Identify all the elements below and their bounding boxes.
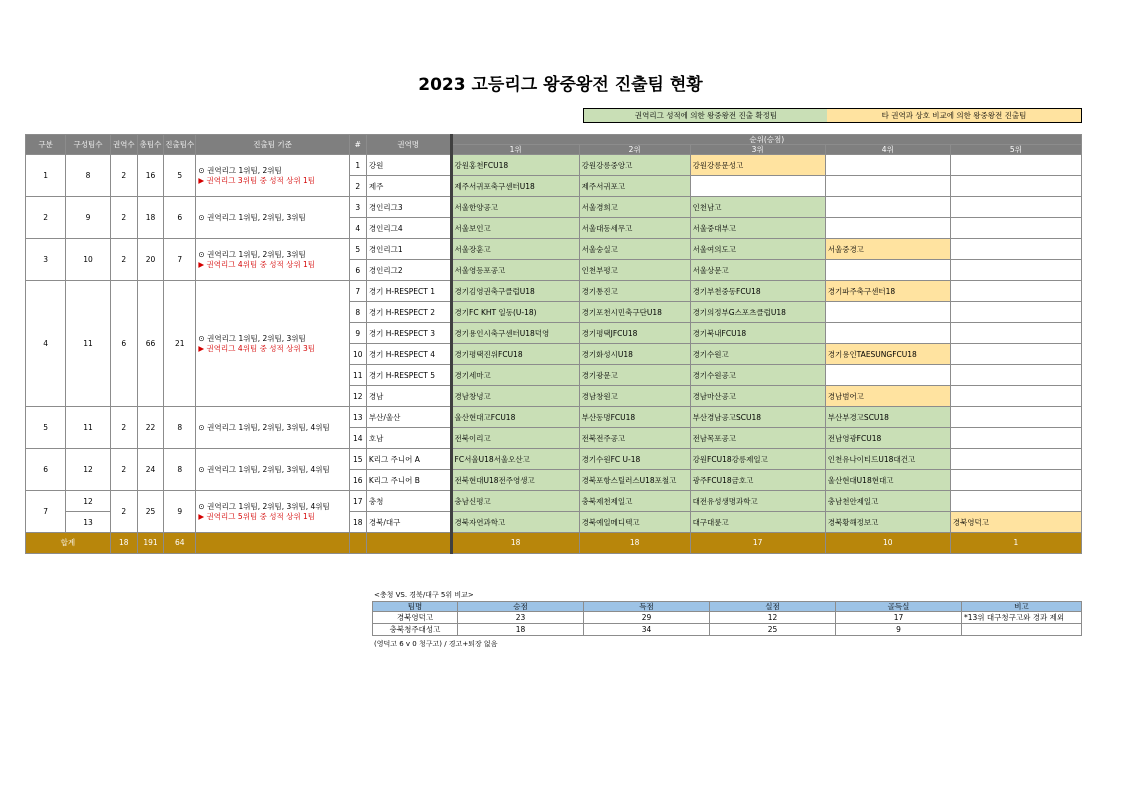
rank-4-team: 경기파주축구센터18: [825, 281, 950, 302]
group-teams: 11: [66, 407, 110, 449]
rank-4-team: 인천유나이티드U18대건고: [825, 449, 950, 470]
comp-goal-diff: 9: [836, 624, 962, 636]
group-total: 20: [137, 239, 163, 281]
table-row: [26, 449, 1082, 470]
header-rank-4: 4위: [825, 145, 950, 155]
row-num: 15: [349, 449, 366, 470]
rank-5-team: [950, 155, 1081, 176]
rank-3-team: 강원FCU18강릉제일고: [690, 449, 825, 470]
row-num: 4: [349, 218, 366, 239]
rank-5-team: [950, 260, 1081, 281]
comparison-title: <충청 VS. 경북/대구 5위 비교>: [374, 591, 474, 599]
header-rank-2: 2위: [579, 145, 690, 155]
rank-5-team: [950, 428, 1081, 449]
comp-header-note: 비고: [962, 602, 1082, 612]
rank-5-team: [950, 470, 1081, 491]
group-qualified: 8: [164, 449, 196, 491]
row-region: 제주: [366, 176, 451, 197]
criteria-main: ⊙ 권역리그 1위팀, 2위팀, 3위팀: [198, 249, 306, 259]
rank-5-team: [950, 302, 1081, 323]
criteria-main: ⊙ 권역리그 1위팀, 2위팀, 3위팀, 4위팀: [198, 422, 330, 432]
rank-2-team: 서울대동세무고: [579, 218, 690, 239]
rank-4-team: [825, 260, 950, 281]
group-criteria: [196, 449, 349, 491]
rank-1-team: 경기FC KHT 일동(U-18): [451, 302, 579, 323]
comp-note: *13위 대구청구고와 경과 제외: [962, 612, 1082, 624]
rank-1-team: 경북자연과학고: [451, 512, 579, 533]
group-teams: 11: [66, 281, 110, 407]
row-num: 18: [349, 512, 366, 533]
group-id: 2: [26, 197, 66, 239]
group-criteria: [196, 155, 349, 197]
group-qualified: 21: [164, 281, 196, 407]
rank-1-team: 충남신평고: [451, 491, 579, 512]
rank-5-team: [950, 365, 1081, 386]
header-rank-3: 3위: [690, 145, 825, 155]
group-id: 6: [26, 449, 66, 491]
criteria-main: ⊙ 권역리그 1위팀, 2위팀, 3위팀: [198, 333, 306, 343]
group-regions: 2: [110, 449, 137, 491]
rank-1-team: 울산현대고FCU18: [451, 407, 579, 428]
row-region: 부산/울산: [366, 407, 451, 428]
rank-4-team: 경남범어고: [825, 386, 950, 407]
header-team-count: 구성팀수: [66, 135, 110, 155]
group-regions: 6: [110, 281, 137, 407]
row-region: 경기 H-RESPECT 3: [366, 323, 451, 344]
row-num: 9: [349, 323, 366, 344]
row-num: 5: [349, 239, 366, 260]
group-total: 24: [137, 449, 163, 491]
rank-2-team: 서울숭실고: [579, 239, 690, 260]
rank-4-team: [825, 323, 950, 344]
row-num: 8: [349, 302, 366, 323]
row-region: 경기 H-RESPECT 1: [366, 281, 451, 302]
group-teams: 10: [66, 239, 110, 281]
comp-header-goals-for: 득점: [584, 602, 710, 612]
table-row: [26, 491, 1082, 512]
group-criteria: [196, 491, 349, 533]
row-num: 6: [349, 260, 366, 281]
row-num: 2: [349, 176, 366, 197]
group-qualified: 8: [164, 407, 196, 449]
comparison-note: (영덕고 6 v 0 청구고) / 경고+퇴장 없음: [374, 640, 498, 648]
table-row: [373, 612, 1082, 624]
rank-3-team: 경기수원고: [690, 344, 825, 365]
rank-4-team: [825, 176, 950, 197]
rank-3-team: 부산경남공고SCU18: [690, 407, 825, 428]
comp-team: 경북영덕고: [373, 612, 458, 624]
group-total: 25: [137, 491, 163, 533]
table-row: [26, 407, 1082, 428]
total-label: 합계: [26, 533, 111, 554]
group-teams: 9: [66, 197, 110, 239]
rank-1-team: 경기김영권축구클럽U18: [451, 281, 579, 302]
row-num: 16: [349, 470, 366, 491]
group-teams: 12: [66, 491, 110, 512]
comp-goals-against: 12: [710, 612, 836, 624]
rank-3-team: 전남목포공고: [690, 428, 825, 449]
group-teams: 12: [66, 449, 110, 491]
comp-goal-diff: 17: [836, 612, 962, 624]
rank-2-team: 전북전주공고: [579, 428, 690, 449]
rank-4-team: 울산현대U18현대고: [825, 470, 950, 491]
rank-3-team: 대전유성생명과학고: [690, 491, 825, 512]
criteria-main: ⊙ 권역리그 1위팀, 2위팀, 3위팀, 4위팀: [198, 501, 330, 511]
rank-2-team: 경기포천시민축구단U18: [579, 302, 690, 323]
total-rank-1: 18: [451, 533, 579, 554]
comp-goals-against: 25: [710, 624, 836, 636]
rank-4-team: 충남천안제일고: [825, 491, 950, 512]
group-criteria: [196, 281, 349, 407]
comp-note: [962, 624, 1082, 636]
comp-points: 18: [458, 624, 584, 636]
header-num: #: [349, 135, 366, 155]
comp-header-points: 승점: [458, 602, 584, 612]
rank-2-team: 경남창원고: [579, 386, 690, 407]
rank-2-team: 경기수원FC U-18: [579, 449, 690, 470]
comp-goals-for: 34: [584, 624, 710, 636]
page-title: 2023 고등리그 왕중왕전 진출팀 현황: [418, 75, 703, 95]
group-id: 5: [26, 407, 66, 449]
row-num: 14: [349, 428, 366, 449]
total-teams: 191: [137, 533, 163, 554]
rank-1-team: 경기세마고: [451, 365, 579, 386]
rank-2-team: 제주서귀포고: [579, 176, 690, 197]
rank-5-team: [950, 407, 1081, 428]
rank-1-team: 강원홍천FCU18: [451, 155, 579, 176]
comp-header-team: 팀명: [373, 602, 458, 612]
rank-1-team: 경남창녕고: [451, 386, 579, 407]
rank-3-team: 경기부천중동FCU18: [690, 281, 825, 302]
header-region: 권역명: [366, 135, 451, 155]
rank-3-team: 경기수원공고: [690, 365, 825, 386]
group-regions: 2: [110, 155, 137, 197]
rank-4-team: [825, 218, 950, 239]
table-row: [26, 155, 1082, 176]
rank-2-team: 경기화성시U18: [579, 344, 690, 365]
rank-1-team: 서울장훈고: [451, 239, 579, 260]
row-region: 호남: [366, 428, 451, 449]
rank-5-team: [950, 218, 1081, 239]
row-region: 경기 H-RESPECT 4: [366, 344, 451, 365]
rank-4-team: 서울중경고: [825, 239, 950, 260]
row-region: 강원: [366, 155, 451, 176]
rank-2-team: 충북제천제일고: [579, 491, 690, 512]
total-blank: [366, 533, 451, 554]
rank-1-team: 경기용인시축구센터U18덕영: [451, 323, 579, 344]
group-total: 18: [137, 197, 163, 239]
comparison-table: [372, 601, 1082, 636]
rank-1-team: 서울보인고: [451, 218, 579, 239]
rank-1-team: 전북현대U18전주영생고: [451, 470, 579, 491]
rank-3-team: 경남마산공고: [690, 386, 825, 407]
rank-2-team: 경기평택JFCU18: [579, 323, 690, 344]
header-region-count: 권역수: [110, 135, 137, 155]
rank-4-team: [825, 155, 950, 176]
rank-1-team: FC서울U18서울오산고: [451, 449, 579, 470]
rank-5-team: [950, 386, 1081, 407]
group-id: 4: [26, 281, 66, 407]
row-num: 10: [349, 344, 366, 365]
row-region: K리그 주니어 A: [366, 449, 451, 470]
rank-2-team: 부산동명FCU18: [579, 407, 690, 428]
rank-3-team: 서울상문고: [690, 260, 825, 281]
total-rank-5: 1: [950, 533, 1081, 554]
group-total: 66: [137, 281, 163, 407]
rank-5-team: [950, 323, 1081, 344]
rank-5-team: 경북영덕고: [950, 512, 1081, 533]
group-id: 1: [26, 155, 66, 197]
rank-4-team: 부산부경고SCU18: [825, 407, 950, 428]
table-row: [26, 281, 1082, 302]
total-qualified: 64: [164, 533, 196, 554]
rank-4-team: [825, 302, 950, 323]
rank-5-team: [950, 491, 1081, 512]
row-num: 17: [349, 491, 366, 512]
group-id: 7: [26, 491, 66, 533]
group-qualified: 6: [164, 197, 196, 239]
row-region: 경기 H-RESPECT 2: [366, 302, 451, 323]
row-region: 경북/대구: [366, 512, 451, 533]
group-criteria: [196, 197, 349, 239]
total-row: [26, 533, 1082, 554]
total-blank: [196, 533, 349, 554]
rank-3-team: 광주FCU18금호고: [690, 470, 825, 491]
rank-2-team: 경기광문고: [579, 365, 690, 386]
row-region: K리그 주니어 B: [366, 470, 451, 491]
row-region: 경남: [366, 386, 451, 407]
rank-2-team: 강원강릉중앙고: [579, 155, 690, 176]
comp-goals-for: 29: [584, 612, 710, 624]
header-rank-group: 순위(승점): [451, 135, 1081, 145]
rank-3-team: 인천남고: [690, 197, 825, 218]
row-region: 경인리그3: [366, 197, 451, 218]
criteria-extra: ▶ 권역리그 3위팀 중 성적 상위 1팀: [198, 175, 315, 185]
rank-5-team: [950, 176, 1081, 197]
group-total: 22: [137, 407, 163, 449]
header-rank-1: 1위: [451, 145, 579, 155]
total-regions: 18: [110, 533, 137, 554]
total-blank: [349, 533, 366, 554]
rank-3-team: 서울여의도고: [690, 239, 825, 260]
group-qualified: 9: [164, 491, 196, 533]
rank-2-team: 경북예일메디텍고: [579, 512, 690, 533]
criteria-main: ⊙ 권역리그 1위팀, 2위팀: [198, 165, 282, 175]
header-group: 구분: [26, 135, 66, 155]
table-row: [26, 197, 1082, 218]
rank-3-team: 경기의정부G스포츠클럽U18: [690, 302, 825, 323]
rank-3-team: 서울중대부고: [690, 218, 825, 239]
rank-4-team: 전남영광FCU18: [825, 428, 950, 449]
group-criteria: [196, 407, 349, 449]
group-qualified: 7: [164, 239, 196, 281]
comp-header-goal-diff: 골득실: [836, 602, 962, 612]
total-rank-3: 17: [690, 533, 825, 554]
row-num: 7: [349, 281, 366, 302]
group-id: 3: [26, 239, 66, 281]
rank-2-team: 인천부평고: [579, 260, 690, 281]
row-num: 1: [349, 155, 366, 176]
rank-2-team: 경북포항스틸러스U18포철고: [579, 470, 690, 491]
rank-1-team: 서울영등포공고: [451, 260, 579, 281]
header-total-teams: 총팀수: [137, 135, 163, 155]
row-region: 경인리그2: [366, 260, 451, 281]
group-regions: 2: [110, 491, 137, 533]
rank-3-team: 강원강릉문성고: [690, 155, 825, 176]
rank-5-team: [950, 197, 1081, 218]
legend-comparison: 타 권역과 상호 비교에 의한 왕중왕전 진출팀: [827, 108, 1082, 123]
row-num: 12: [349, 386, 366, 407]
header-qualified: 진출팀수: [164, 135, 196, 155]
rank-1-team: 서울한양공고: [451, 197, 579, 218]
rank-5-team: [950, 281, 1081, 302]
rank-5-team: [950, 449, 1081, 470]
rank-1-team: 전북이리고: [451, 428, 579, 449]
rank-2-team: 경기통진고: [579, 281, 690, 302]
rank-3-team: 대구대륜고: [690, 512, 825, 533]
rank-4-team: 경북황해정보고: [825, 512, 950, 533]
rank-4-team: 경기용인TAESUNGFCU18: [825, 344, 950, 365]
group-qualified: 5: [164, 155, 196, 197]
group-regions: 2: [110, 407, 137, 449]
rank-4-team: [825, 197, 950, 218]
rank-3-team: [690, 176, 825, 197]
group-criteria: [196, 239, 349, 281]
rank-3-team: 경기북내FCU18: [690, 323, 825, 344]
table-row: [373, 624, 1082, 636]
criteria-main: ⊙ 권역리그 1위팀, 2위팀, 3위팀, 4위팀: [198, 464, 330, 474]
criteria-extra: ▶ 권역리그 4위팀 중 성적 상위 1팀: [198, 259, 315, 269]
comp-points: 23: [458, 612, 584, 624]
row-region: 경인리그1: [366, 239, 451, 260]
total-rank-4: 10: [825, 533, 950, 554]
rank-1-team: 제주서귀포축구센터U18: [451, 176, 579, 197]
rank-4-team: [825, 365, 950, 386]
comp-team: 충북청주대성고: [373, 624, 458, 636]
rank-5-team: [950, 239, 1081, 260]
legend-confirmed: 권역리그 성적에 의한 왕중왕전 진출 확정팀: [583, 108, 829, 123]
group-total: 16: [137, 155, 163, 197]
row-region: 경인리그4: [366, 218, 451, 239]
rank-1-team: 경기평택진위FCU18: [451, 344, 579, 365]
group-teams-b: 13: [66, 512, 110, 533]
criteria-main: ⊙ 권역리그 1위팀, 2위팀, 3위팀: [198, 212, 306, 222]
header-rank-5: 5위: [950, 145, 1081, 155]
row-region: 경기 H-RESPECT 5: [366, 365, 451, 386]
row-num: 13: [349, 407, 366, 428]
row-num: 11: [349, 365, 366, 386]
group-regions: 2: [110, 239, 137, 281]
total-rank-2: 18: [579, 533, 690, 554]
group-teams: 8: [66, 155, 110, 197]
qualification-table: [25, 134, 1082, 554]
header-criteria: 진출팀 기준: [196, 135, 349, 155]
row-num: 3: [349, 197, 366, 218]
group-regions: 2: [110, 197, 137, 239]
comp-header-goals-against: 실점: [710, 602, 836, 612]
rank-2-team: 서울경희고: [579, 197, 690, 218]
criteria-extra: ▶ 권역리그 4위팀 중 성적 상위 3팀: [198, 343, 315, 353]
rank-5-team: [950, 344, 1081, 365]
row-region: 충청: [366, 491, 451, 512]
criteria-extra: ▶ 권역리그 5위팀 중 성적 상위 1팀: [198, 511, 315, 521]
table-row: [26, 239, 1082, 260]
